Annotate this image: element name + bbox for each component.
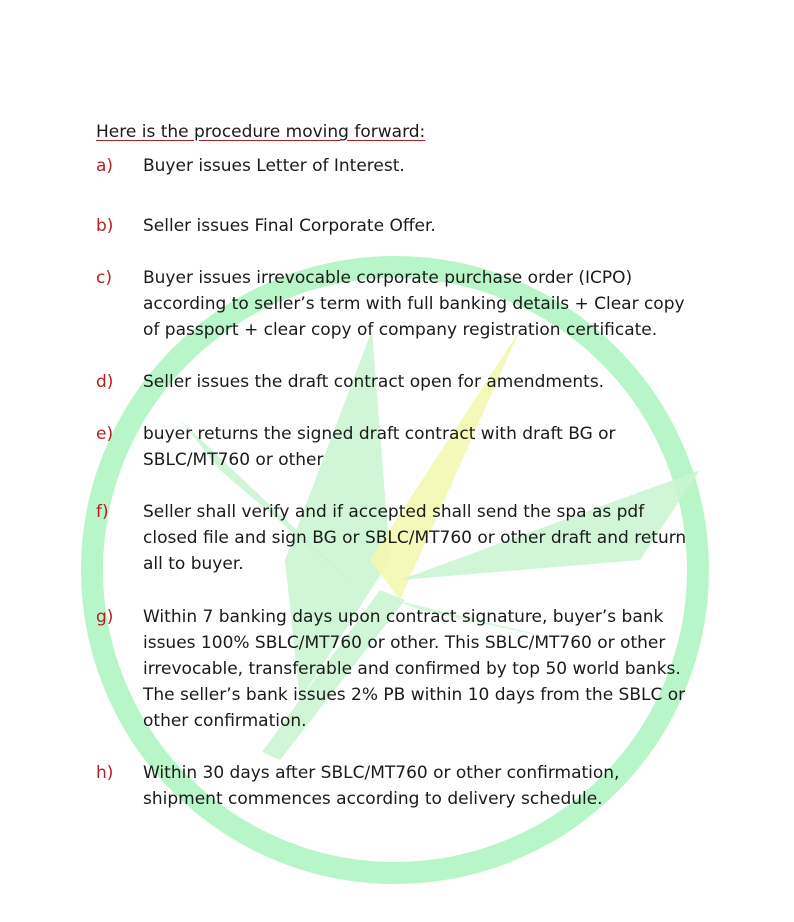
- step-line: of passport + clear copy of company registration certificate.: [143, 320, 658, 340]
- step-line: irrevocable, transferable and confirmed by top 50 world banks.: [143, 659, 681, 679]
- step-line: SBLC/MT760 or other: [143, 450, 324, 470]
- step-letter: a): [96, 156, 114, 176]
- step-letter: g): [96, 607, 114, 627]
- step-letter: e): [96, 424, 114, 444]
- step-line: according to seller’s term with full banking details + Clear copy: [143, 294, 685, 314]
- step-text: [143, 760, 703, 812]
- step-text: [143, 421, 703, 473]
- step-letter: c): [96, 268, 112, 288]
- step-text: [143, 369, 703, 395]
- step-letter: d): [96, 372, 114, 392]
- step-line: Seller shall verify and if accepted shall send the spa as pdf: [143, 502, 645, 522]
- step-line: closed file and sign BG or SBLC/MT760 or other draft and return: [143, 528, 687, 548]
- step-letter: h): [96, 763, 114, 783]
- step-line: buyer returns the signed draft contract with draft BG or: [143, 424, 616, 444]
- step-text: [143, 213, 703, 239]
- step-line: shipment commences according to delivery schedule.: [143, 789, 603, 809]
- step-line: Seller issues the draft contract open for amendments.: [143, 372, 605, 392]
- step-line: all to buyer.: [143, 554, 244, 574]
- step-letter: f): [96, 502, 109, 522]
- procedure-heading: Here is the procedure moving forward:: [96, 122, 426, 142]
- step-line: Buyer issues Letter of Interest.: [143, 156, 405, 176]
- step-text: [143, 604, 703, 734]
- step-text: [143, 499, 703, 577]
- step-text: [143, 265, 703, 343]
- step-text: [143, 153, 703, 179]
- step-line: Within 7 banking days upon contract signature, buyer’s bank: [143, 607, 664, 627]
- step-line: Within 30 days after SBLC/MT760 or other confirmation,: [143, 763, 620, 783]
- step-line: The seller’s bank issues 2% PB within 10 days from the SBLC or: [143, 685, 686, 705]
- step-line: issues 100% SBLC/MT760 or other. This SBLC/MT760 or other: [143, 633, 666, 653]
- step-line: other confirmation.: [143, 711, 307, 731]
- step-letter: b): [96, 216, 114, 236]
- step-line: Buyer issues irrevocable corporate purchase order (ICPO): [143, 268, 633, 288]
- step-line: Seller issues Final Corporate Offer.: [143, 216, 436, 236]
